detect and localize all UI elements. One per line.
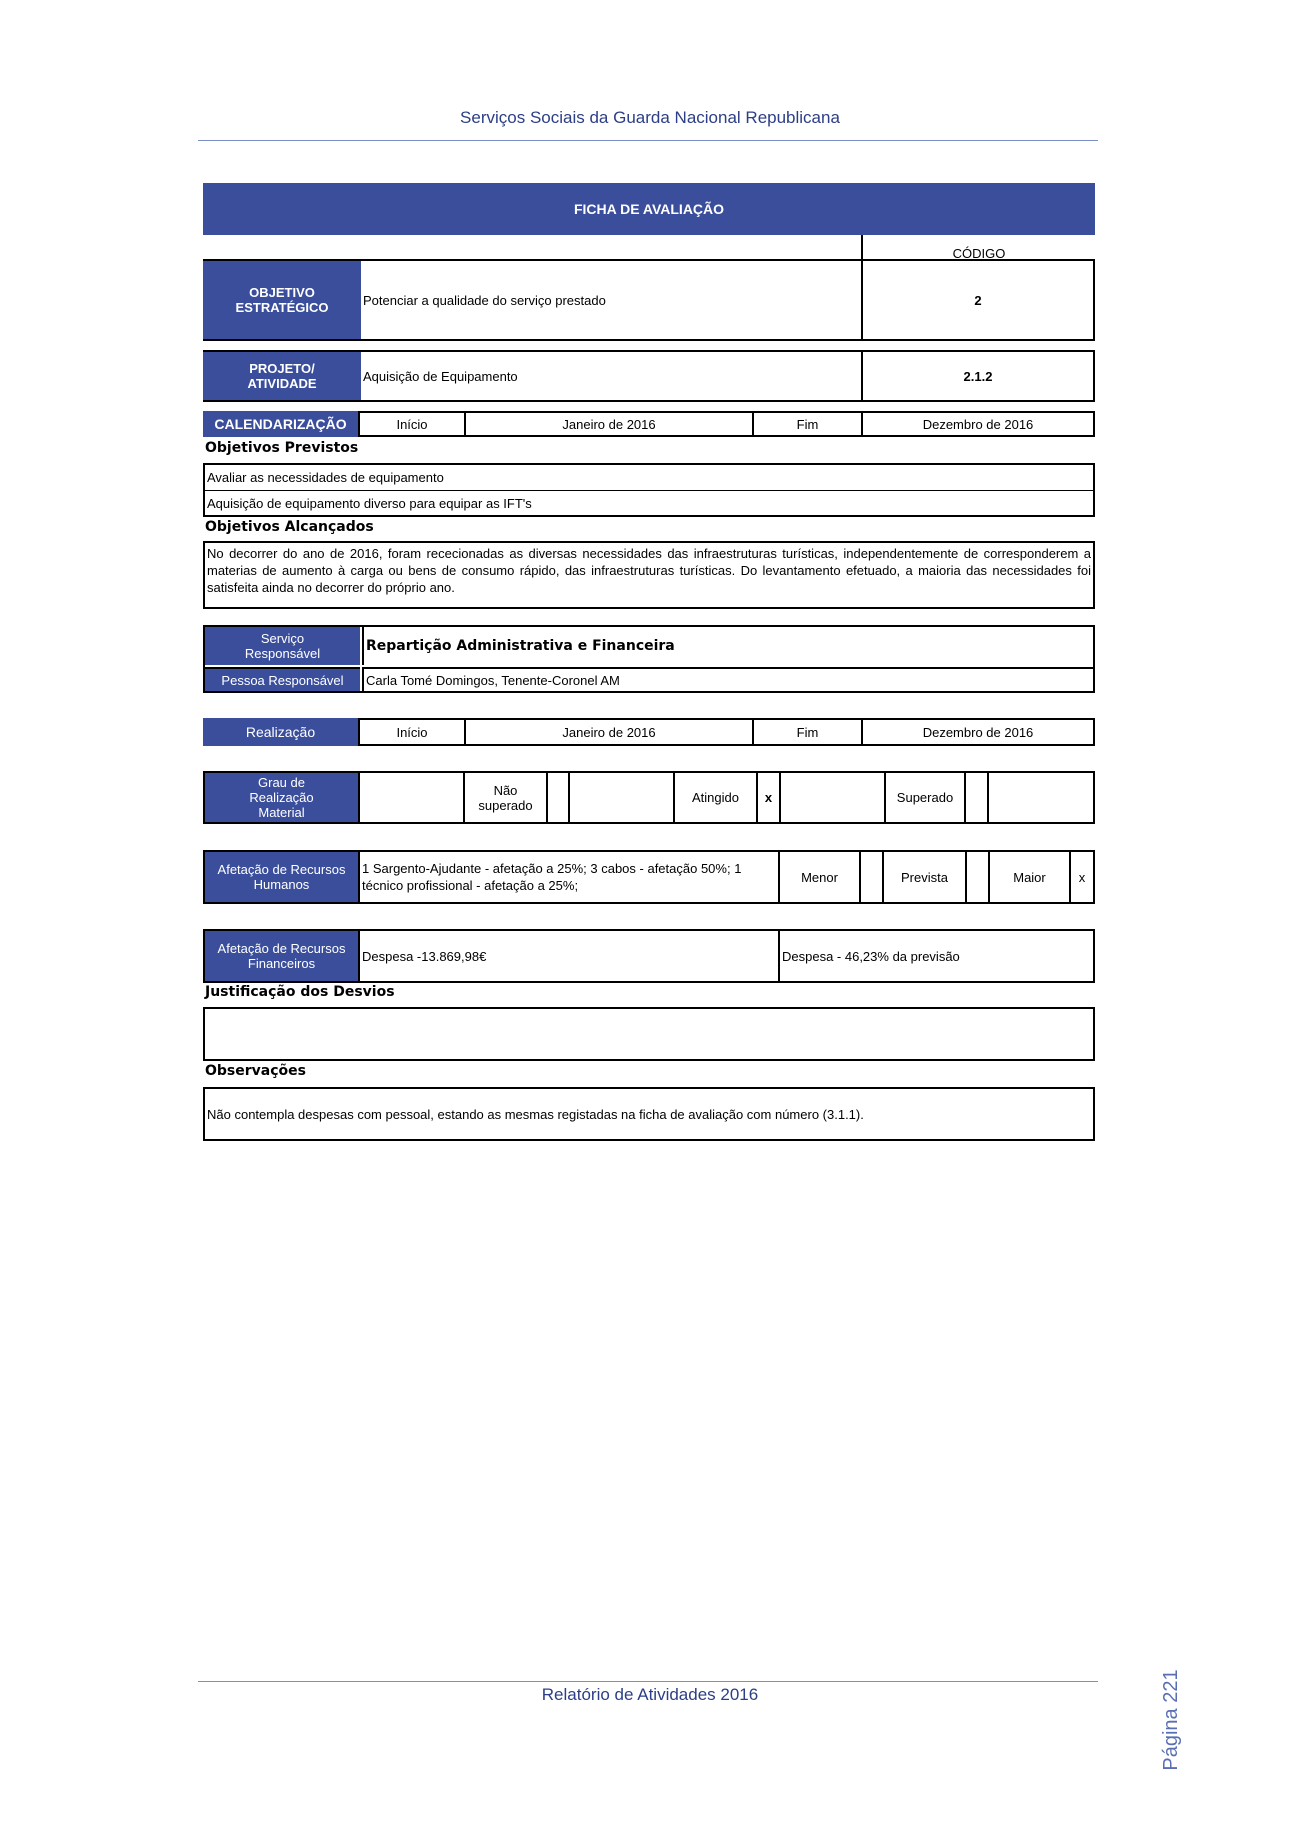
alcancados-text: No decorrer do ano de 2016, foram rececionadas as diversas necessidades das infraestruturas turísticas, independentemente de corresponderem a materias de aumento à carga ou bens de consumo rápido, das infraestruturas turísticas. Do levantamento efetuado, a maioria das necessidades foi satisfeita ainda no decorrer do próprio ano.	[203, 541, 1095, 609]
projeto-value: Aquisição de Equipamento	[363, 368, 518, 384]
grau-label: Grau de Realização Material	[203, 771, 360, 824]
humanos-prevista-mark	[965, 850, 990, 904]
alcancados-label: Objetivos Alcançados	[205, 519, 374, 535]
grau-empty-4	[987, 771, 1095, 824]
calendarizacao-inicio-label: Início	[358, 411, 466, 437]
objetivo-code: 2	[861, 261, 1093, 339]
projeto-label: PROJETO/ ATIVIDADE	[203, 352, 361, 400]
humanos-maior: Maior	[988, 850, 1071, 904]
previstos-item-1: Avaliar as necessidades de equipamento	[207, 470, 444, 485]
previstos-label: Objetivos Previstos	[205, 440, 359, 456]
form-title: FICHA DE AVALIAÇÃO	[203, 183, 1095, 235]
grau-empty-1	[358, 771, 465, 824]
pessoa-label: Pessoa Responsável	[205, 667, 360, 691]
previstos-item-2: Aquisição de equipamento diverso para equipar as IFT's	[205, 490, 1093, 516]
financeiros-label: Afetação de Recursos Financeiros	[203, 929, 360, 983]
grau-superado-mark	[964, 771, 989, 824]
grau-superado: Superado	[884, 771, 966, 824]
objetivo-value: Potenciar a qualidade do serviço prestado	[363, 292, 606, 308]
humanos-maior-mark: x	[1069, 850, 1095, 904]
humanos-menor-mark	[859, 850, 884, 904]
realizacao-label: Realização	[203, 718, 358, 746]
grau-nao-superado-mark	[546, 771, 570, 824]
grau-nao-superado: Não superado	[463, 771, 548, 824]
calendarizacao-fim: Dezembro de 2016	[861, 411, 1095, 437]
desvios-label: Justificação dos Desvios	[205, 984, 395, 1000]
servico-value: Repartição Administrativa e Financeira	[362, 627, 1093, 665]
grau-atingido-mark: x	[756, 771, 781, 824]
codigo-label: CÓDIGO	[952, 246, 1006, 261]
realizacao-inicio-label: Início	[358, 718, 466, 746]
humanos-prevista: Prevista	[882, 850, 967, 904]
grau-atingido: Atingido	[673, 771, 758, 824]
calendarizacao-fim-label: Fim	[752, 411, 863, 437]
servico-label: Serviço Responsável	[205, 627, 360, 665]
footer-divider	[198, 1681, 1098, 1682]
objetivo-label: OBJETIVO ESTRATÉGICO	[203, 261, 361, 339]
footer-title: Relatório de Atividades 2016	[541, 1685, 759, 1704]
calendarizacao-label: CALENDARIZAÇÃO	[203, 411, 358, 437]
codigo-label-box	[861, 235, 1095, 261]
desvios-box	[203, 1007, 1095, 1061]
calendarizacao-inicio: Janeiro de 2016	[464, 411, 754, 437]
header-divider	[198, 140, 1098, 141]
observacoes-label: Observações	[205, 1063, 306, 1079]
projeto-code: 2.1.2	[861, 352, 1093, 400]
page-header-title: Serviços Sociais da Guarda Nacional Republicana	[460, 108, 840, 127]
realizacao-fim-label: Fim	[752, 718, 863, 746]
grau-empty-3	[779, 771, 886, 824]
pessoa-value: Carla Tomé Domingos, Tenente-Coronel AM	[362, 667, 1093, 691]
humanos-value: 1 Sargento-Ajudante - afetação a 25%; 3 cabos - afetação 50%; 1 técnico profissional - afetação a 25%;	[358, 850, 780, 904]
grau-empty-2	[568, 771, 675, 824]
financeiros-percent: Despesa - 46,23% da previsão	[778, 929, 1095, 983]
page-number: Página 221	[1160, 1669, 1182, 1771]
realizacao-fim: Dezembro de 2016	[861, 718, 1095, 746]
previstos-box	[203, 463, 1095, 517]
humanos-label: Afetação de Recursos Humanos	[203, 850, 360, 904]
humanos-menor: Menor	[778, 850, 861, 904]
financeiros-despesa: Despesa -13.869,98€	[358, 929, 780, 983]
observacoes-text: Não contempla despesas com pessoal, estando as mesmas registadas na ficha de avaliação com número (3.1.1).	[203, 1087, 1095, 1141]
realizacao-inicio: Janeiro de 2016	[464, 718, 754, 746]
